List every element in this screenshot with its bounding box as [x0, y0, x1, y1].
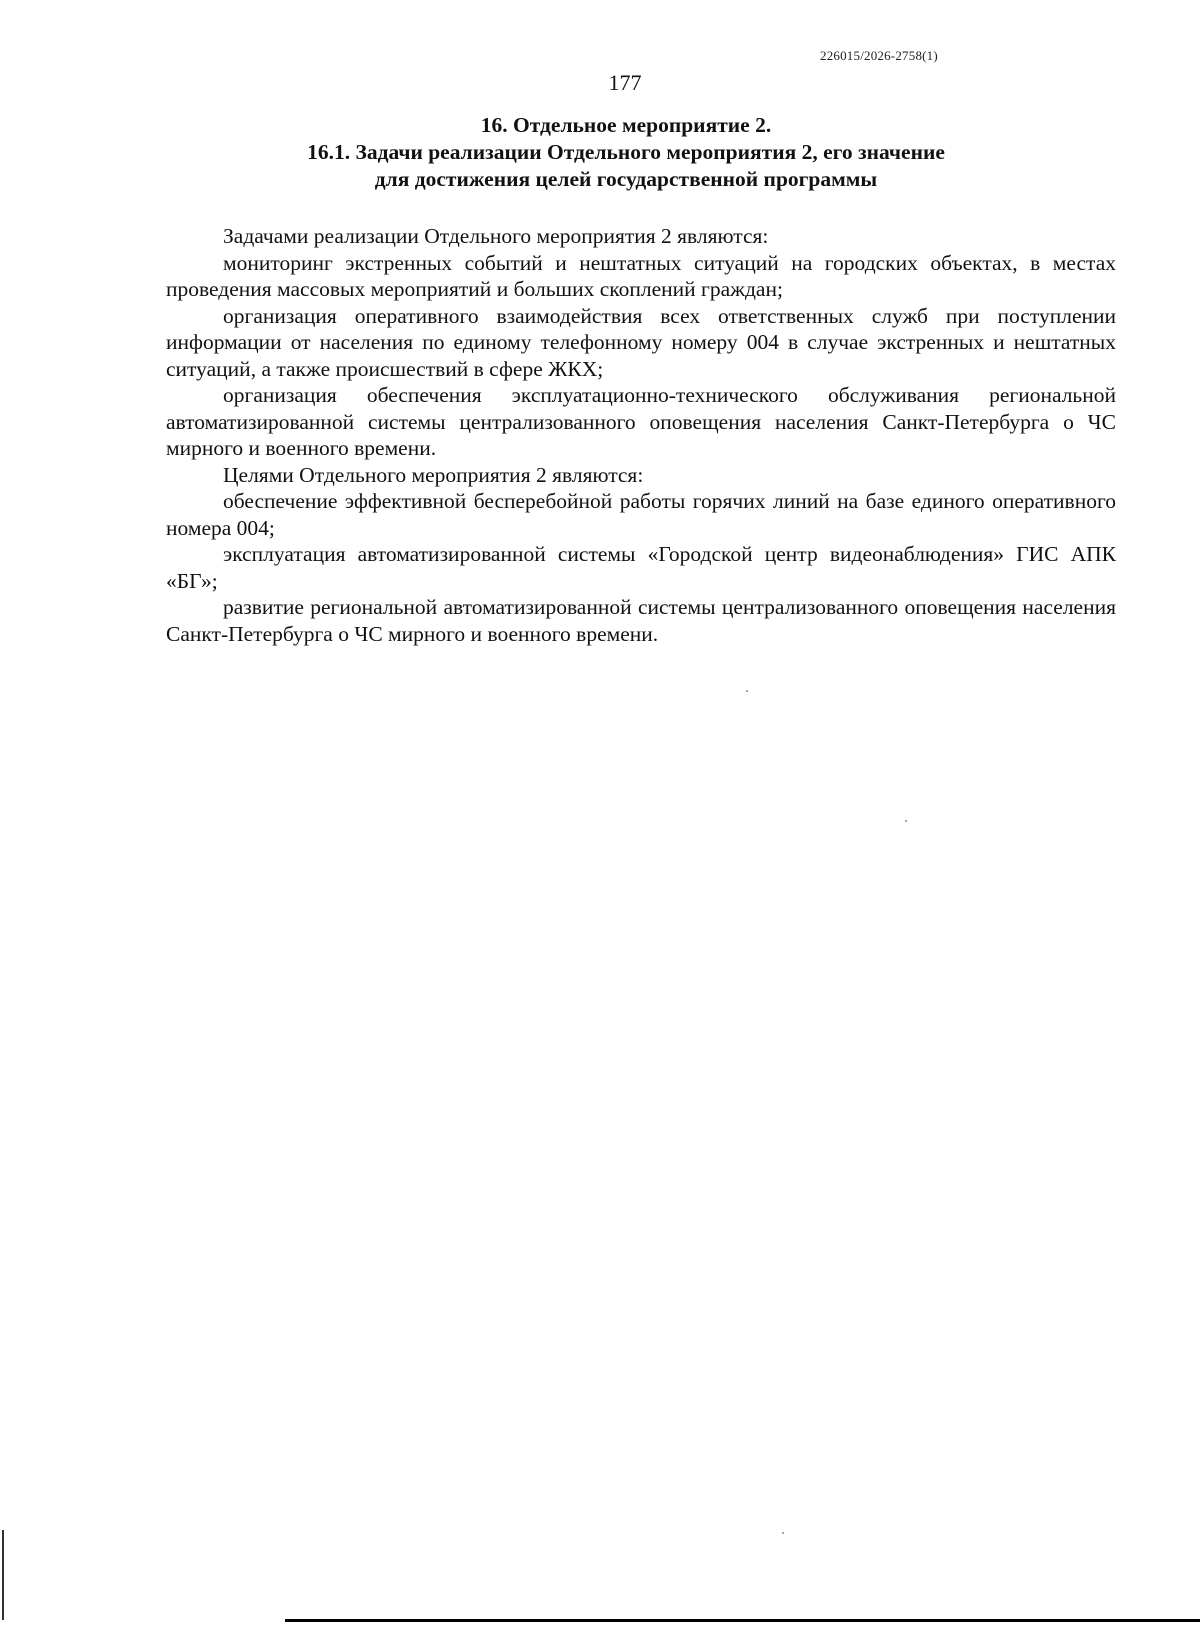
section-headings — [166, 112, 1086, 193]
paragraph-task-interaction: организация оперативного взаимодействия всех ответственных служб при поступлении информации от населения по единому телефонному номеру 004 в случае экстренных и нештатных ситуаций, а также происшествий в сфере ЖКХ; — [166, 303, 1116, 381]
paragraph-task-maintenance: организация обеспечения эксплуатационно-технического обслуживания региональной автоматизированной системы централизованного оповещения населения Санкт-Петербурга о ЧС мирного и военного времени. — [166, 383, 1116, 460]
paragraph-goal-hotlines: обеспечение эффективной бесперебойной работы горячих линий на базе единого оперативного номера 004; — [166, 489, 1116, 540]
paragraph-goal-notification: развитие региональной автоматизированной системы централизованного оповещения населения Санкт-Петербурга о ЧС мирного и военного времени. — [166, 595, 1116, 646]
scan-speck — [782, 1532, 784, 1534]
section-title: 16. Отдельное мероприятие 2. — [480, 113, 772, 137]
document-id: 226015/2026-2758(1) — [820, 48, 938, 63]
paragraph-tasks-intro: Задачами реализации Отдельного мероприятия 2 являются: — [223, 224, 769, 248]
scan-speck — [905, 820, 907, 822]
document-body — [166, 223, 1116, 647]
scan-speck — [746, 690, 748, 692]
subsection-title-line-1: 16.1. Задачи реализации Отдельного мероприятия 2, его значение — [307, 140, 945, 164]
subsection-title-line-2: для достижения целей государственной программы — [374, 167, 878, 191]
bottom-scan-rule — [285, 1619, 1200, 1622]
paragraph-task-monitoring: мониторинг экстренных событий и нештатных ситуаций на городских объектах, в местах проведения массовых мероприятий и больших скоплений граждан; — [166, 250, 1116, 301]
scan-edge-mark — [2, 1530, 4, 1620]
paragraph-goal-video: эксплуатация автоматизированной системы «Городской центр видеонаблюдения» ГИС АПК «БГ»; — [166, 542, 1116, 593]
paragraph-goals-intro: Целями Отдельного мероприятия 2 являются: — [223, 462, 644, 487]
page-number: 177 — [608, 70, 642, 95]
